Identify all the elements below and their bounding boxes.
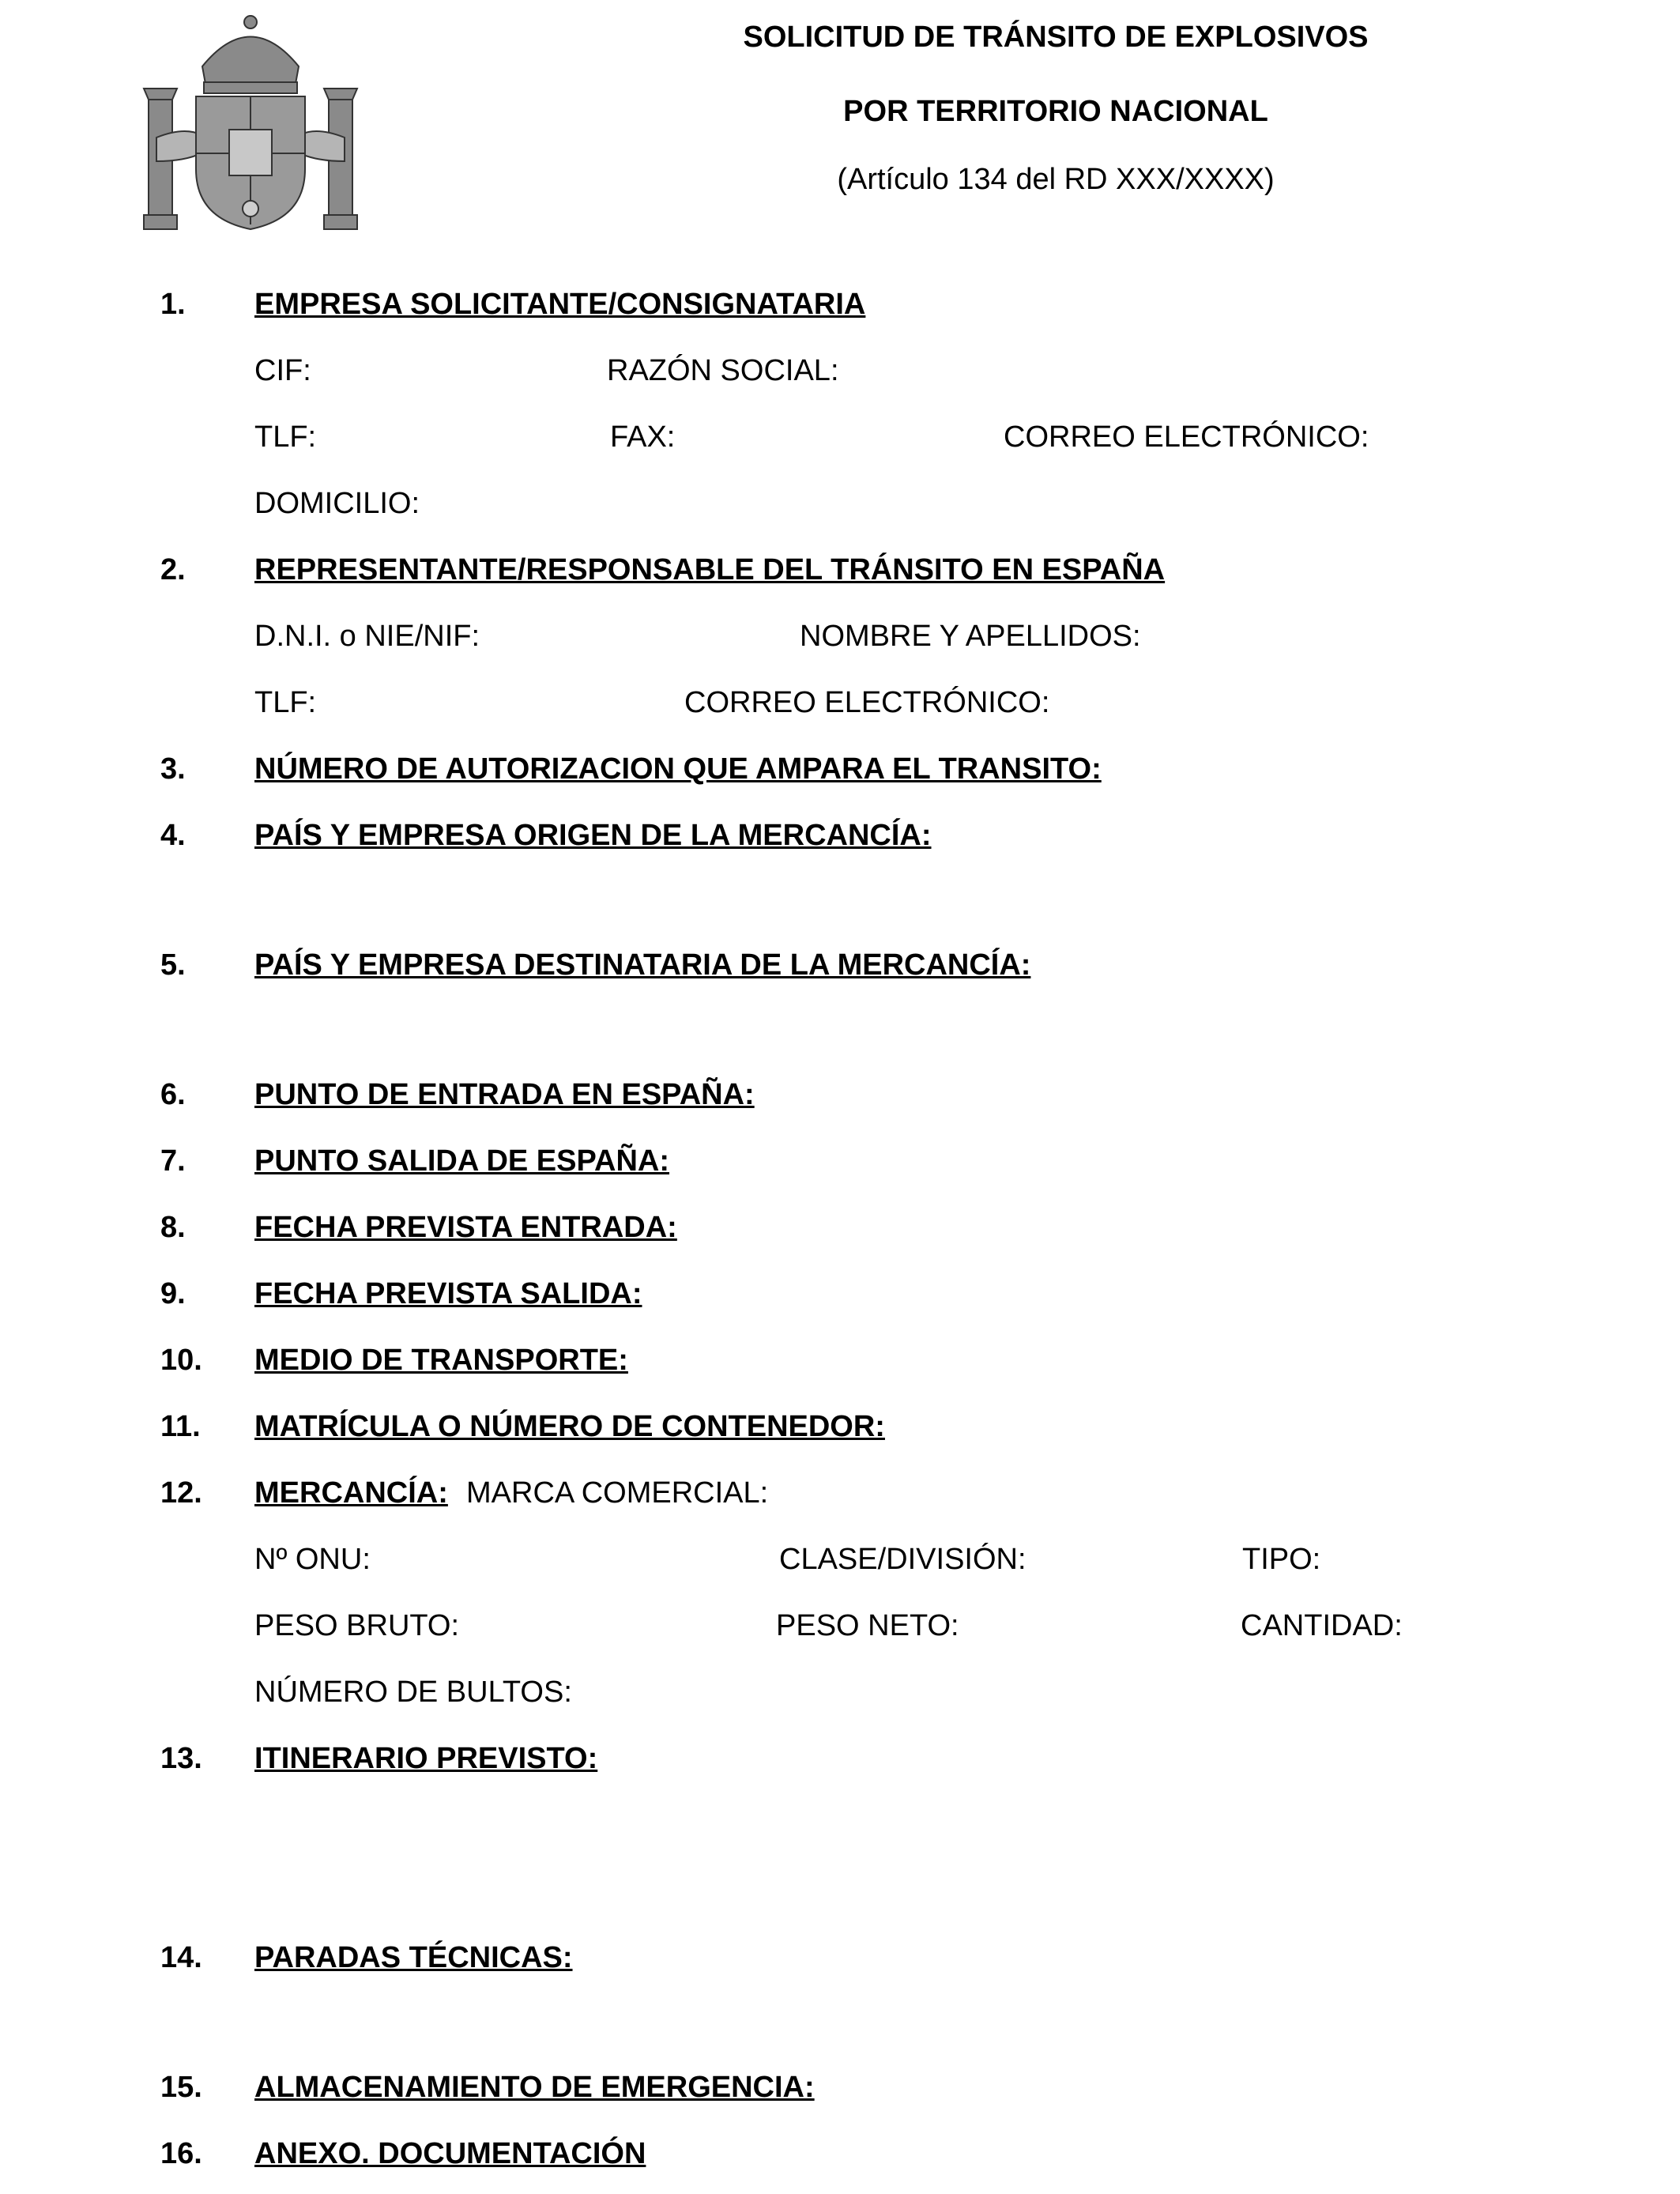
section-3-heading: [0, 752, 1680, 800]
section-number: 1.: [160, 288, 186, 321]
section-6-heading: [0, 1078, 1680, 1125]
section-title: ANEXO. DOCUMENTACIÓN: [254, 2137, 646, 2170]
section-13-heading: [0, 1742, 1680, 1789]
section-12-heading: [0, 1476, 1680, 1524]
section-number: 8.: [160, 1211, 186, 1244]
section-title: PAÍS Y EMPRESA DESTINATARIA DE LA MERCANCÍA:: [254, 948, 1031, 982]
section-title: PARADAS TÉCNICAS:: [254, 1941, 573, 1974]
tlf-label: TLF:: [254, 420, 317, 454]
section-number: 5.: [160, 948, 186, 982]
section-7-heading: [0, 1144, 1680, 1192]
cif-label: CIF:: [254, 354, 311, 387]
section-number: 4.: [160, 819, 186, 852]
tipo-label: TIPO:: [1242, 1543, 1321, 1576]
section-title: NÚMERO DE AUTORIZACION QUE AMPARA EL TRANSITO:: [254, 752, 1102, 786]
section-number: 13.: [160, 1742, 202, 1775]
section-9-heading: [0, 1277, 1680, 1325]
section-title: ITINERARIO PREVISTO:: [254, 1742, 598, 1775]
section-title: PUNTO SALIDA DE ESPAÑA:: [254, 1144, 670, 1178]
section-2-row-contact: [0, 686, 1680, 733]
section-title: MERCANCÍA:: [254, 1476, 448, 1510]
bultos-label: NÚMERO DE BULTOS:: [254, 1676, 572, 1709]
section-8-heading: [0, 1211, 1680, 1258]
section-number: 7.: [160, 1144, 186, 1178]
section-1-heading: [0, 288, 1680, 335]
razon-social-label: RAZÓN SOCIAL:: [607, 354, 839, 387]
peso-bruto-label: PESO BRUTO:: [254, 1609, 460, 1642]
section-number: 12.: [160, 1476, 202, 1510]
marca-comercial-label: MARCA COMERCIAL:: [466, 1476, 769, 1510]
section-1-row-contact: [0, 420, 1680, 468]
section-number: 9.: [160, 1277, 186, 1310]
section-12-row-peso: [0, 1609, 1680, 1657]
section-5-heading: [0, 948, 1680, 996]
nombre-label: NOMBRE Y APELLIDOS:: [800, 620, 1141, 653]
onu-label: Nº ONU:: [254, 1543, 371, 1576]
section-title: PAÍS Y EMPRESA ORIGEN DE LA MERCANCÍA:: [254, 819, 932, 852]
section-title: FECHA PREVISTA SALIDA:: [254, 1277, 642, 1310]
section-title: MEDIO DE TRANSPORTE:: [254, 1344, 628, 1377]
email-label: CORREO ELECTRÓNICO:: [684, 686, 1050, 719]
section-title: FECHA PREVISTA ENTRADA:: [254, 1211, 677, 1244]
section-15-heading: [0, 2071, 1680, 2118]
section-number: 16.: [160, 2137, 202, 2170]
section-12-row-onu: [0, 1543, 1680, 1590]
section-title: REPRESENTANTE/RESPONSABLE DEL TRÁNSITO EN ESPAÑA: [254, 553, 1166, 586]
tlf-label: TLF:: [254, 686, 317, 719]
section-2-row-id: [0, 620, 1680, 667]
section-title: ALMACENAMIENTO DE EMERGENCIA:: [254, 2071, 815, 2104]
section-11-heading: [0, 1410, 1680, 1457]
email-label: CORREO ELECTRÓNICO:: [1004, 420, 1369, 454]
peso-neto-label: PESO NETO:: [776, 1609, 959, 1642]
fax-label: FAX:: [610, 420, 676, 454]
section-number: 15.: [160, 2071, 202, 2104]
section-1-row-cif: [0, 354, 1680, 401]
section-4-heading: [0, 819, 1680, 866]
section-title: EMPRESA SOLICITANTE/CONSIGNATARIA: [254, 288, 866, 321]
section-number: 2.: [160, 553, 186, 586]
section-number: 6.: [160, 1078, 186, 1111]
section-10-heading: [0, 1344, 1680, 1391]
section-title: MATRÍCULA O NÚMERO DE CONTENEDOR:: [254, 1410, 885, 1443]
form-subtitle: (Artículo 134 del RD XXX/XXXX): [837, 163, 1275, 196]
section-14-heading: [0, 1941, 1680, 1989]
cantidad-label: CANTIDAD:: [1241, 1609, 1403, 1642]
form-title: SOLICITUD DE TRÁNSITO DE EXPLOSIVOS: [743, 21, 1369, 54]
section-2-heading: [0, 553, 1680, 601]
form-title-line2: POR TERRITORIO NACIONAL: [843, 95, 1268, 128]
section-title: PUNTO DE ENTRADA EN ESPAÑA:: [254, 1078, 755, 1111]
coat-of-arms-icon: [141, 11, 360, 236]
section-16-heading: [0, 2137, 1680, 2185]
dni-label: D.N.I. o NIE/NIF:: [254, 620, 480, 653]
section-number: 14.: [160, 1941, 202, 1974]
clase-label: CLASE/DIVISIÓN:: [779, 1543, 1026, 1576]
section-number: 10.: [160, 1344, 202, 1377]
domicilio-label: DOMICILIO:: [254, 487, 420, 520]
section-1-row-domicilio: [0, 487, 1680, 534]
section-number: 11.: [160, 1410, 201, 1443]
section-number: 3.: [160, 752, 186, 786]
section-12-row-bultos: [0, 1676, 1680, 1723]
